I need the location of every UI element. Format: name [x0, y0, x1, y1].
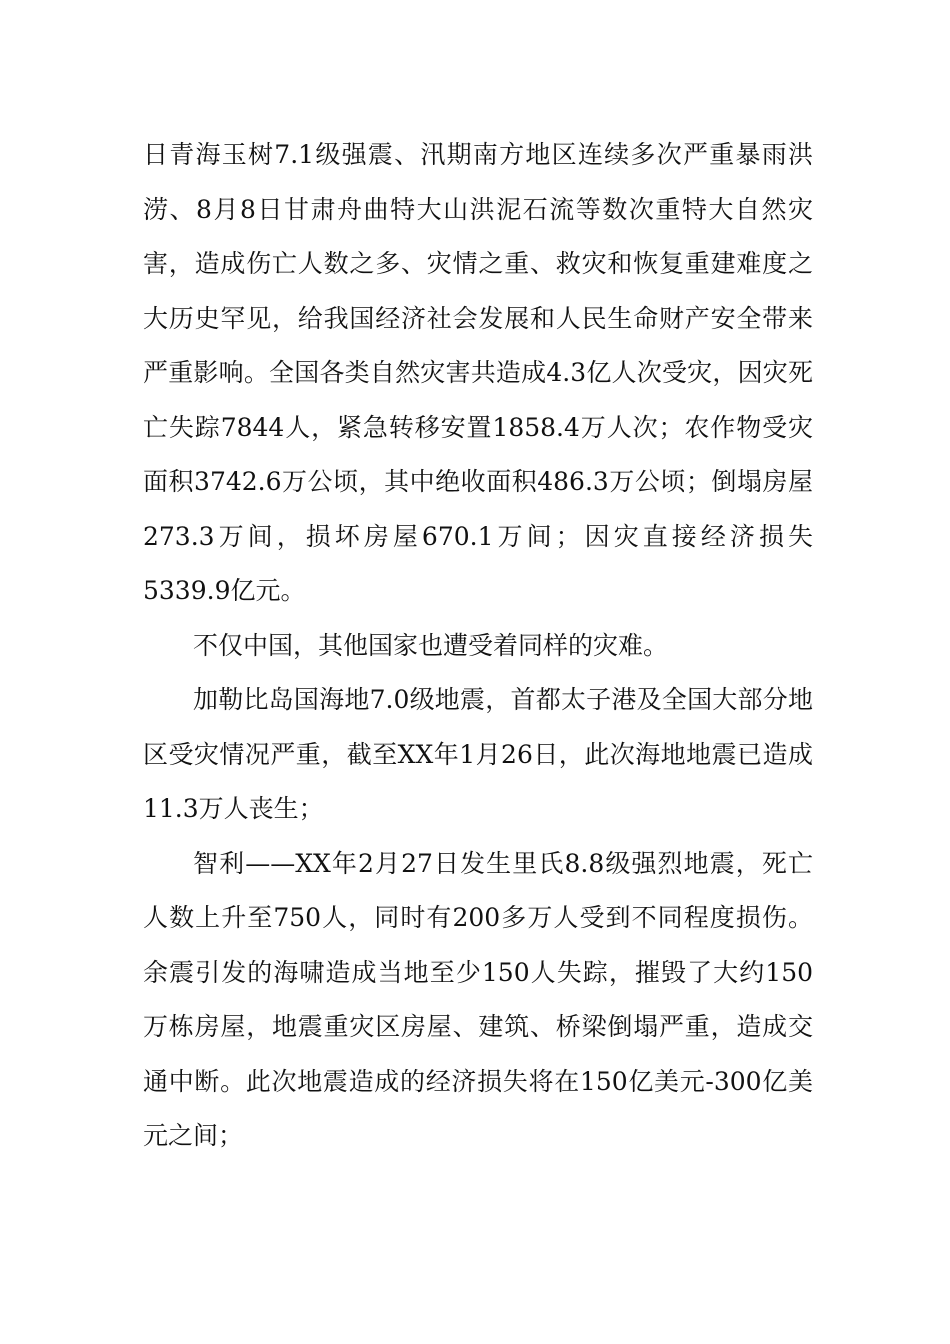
- paragraph-1: 日青海玉树7.1级强震、汛期南方地区连续多次严重暴雨洪涝、8月8日甘肃舟曲特大山洪泥石流等数次重特大自然灾害，造成伤亡人数之多、灾情之重、救灾和恢复重建难度之大历史罕见，给我国经济社会发展和人民生命财产安全带来严重影响。全国各类自然灾害共造成4.3亿人次受灾，因灾死亡失踪7844人，紧急转移安置1858.4万人次；农作物受灾面积3742.6万公顷，其中绝收面积486.3万公顷；倒塌房屋273.3万间，损坏房屋670.1万间；因灾直接经济损失5339.9亿元。: [143, 140, 813, 605]
- paragraph-2: 不仅中国，其他国家也遭受着同样的灾难。: [193, 630, 669, 660]
- paragraph-4: 智利——XX年2月27日发生里氏8.8级强烈地震，死亡人数上升至750人，同时有200多万人受到不同程度损伤。余震引发的海啸造成当地至少150人失踪，摧毁了大约150万栋房屋，地震重灾区房屋、建筑、桥梁倒塌严重，造成交通中断。此次地震造成的经济损失将在150亿美元-300亿美元之间；: [143, 848, 813, 1150]
- body-text: [143, 128, 813, 1164]
- paragraph-3: 加勒比岛国海地7.0级地震，首都太子港及全国大部分地区受灾情况严重，截至XX年1月26日，此次海地地震已造成11.3万人丧生；: [143, 685, 813, 823]
